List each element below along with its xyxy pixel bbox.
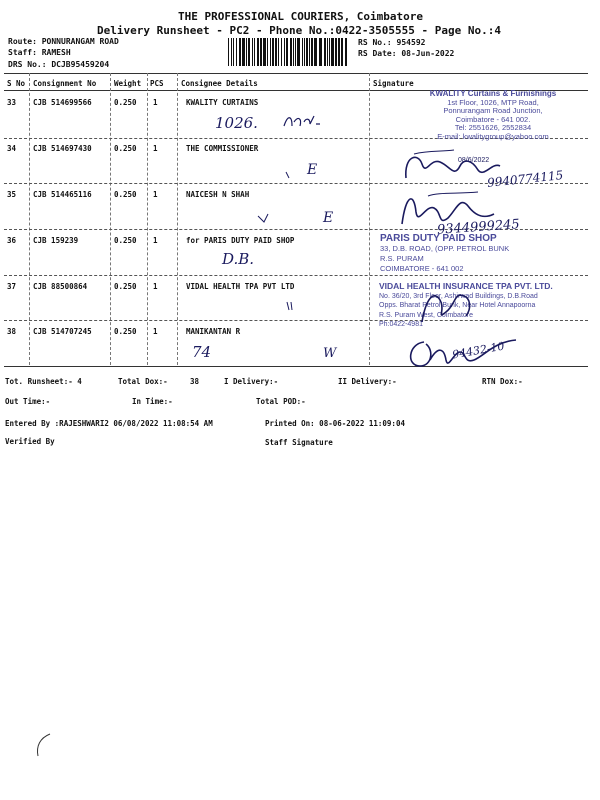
barcode-bar [272, 38, 274, 66]
barcode-bar [293, 38, 294, 66]
row-weight: 0.250 [114, 98, 137, 107]
handwritten-tick [285, 300, 295, 312]
out-time: Out Time:- [5, 397, 51, 406]
row-consignment-no: CJB 159239 [33, 236, 79, 245]
barcode-bar [267, 38, 268, 66]
barcode-bar [278, 38, 279, 66]
barcode-bar [309, 38, 310, 66]
total-pod: Total POD:- [256, 397, 306, 406]
svg-text:08/6/2022: 08/6/2022 [458, 157, 490, 164]
drs-value: DCJB95459204 [51, 60, 110, 69]
row-consignment-no: CJB 514697430 [33, 144, 92, 153]
barcode-bar [257, 38, 259, 66]
handwritten-tick [256, 212, 272, 224]
staff-signature: Staff Signature [265, 438, 333, 447]
runsheet-title: Delivery Runsheet - PC2 - Phone No.:0422-3505555 - Page No.:4 [97, 24, 501, 37]
barcode-bar [335, 38, 337, 66]
route-value: PONNURANGAM ROAD [41, 37, 119, 46]
handwritten-tick [284, 170, 294, 180]
barcode-bar [260, 38, 262, 66]
total-dox-label: Total Dox:- [118, 377, 168, 386]
barcode [228, 38, 350, 66]
row-pcs: 1 [153, 327, 158, 336]
barcode-bar [286, 38, 288, 66]
barcode-bar [324, 38, 326, 66]
col-header-sno: S No [7, 79, 26, 88]
rs-no-value: 954592 [396, 38, 426, 47]
handwritten-note: 74 [192, 343, 212, 361]
rs-date-value: 08-Jun-2022 [401, 49, 455, 58]
in-time: In Time:- [132, 397, 173, 406]
barcode-bar [239, 38, 241, 66]
rs-date-label: RS Date: [358, 49, 397, 58]
staff-row [8, 48, 71, 57]
route-label: Route: [8, 37, 37, 46]
row-weight: 0.250 [114, 236, 137, 245]
handwritten-phone: 9344999245 [436, 217, 521, 238]
barcode-bar [302, 38, 303, 66]
row-sno: 33 [7, 98, 17, 107]
row-sno: 37 [7, 282, 17, 291]
company-title: THE PROFESSIONAL COURIERS, Coimbatore [178, 10, 424, 23]
barcode-bar [252, 38, 253, 66]
barcode-bar [304, 38, 305, 66]
kwality-stamp: KWALITY Curtains & Furnishings 1st Floor, 1026, MTP Road, Ponnurangam Road Junction, Coimbatore - 641 002. Tel: 2551626, 2552834 E-mail: kwalitygroup@yahoo.com [429, 89, 557, 141]
vidal-stamp: VIDAL HEALTH INSURANCE TPA PVT. LTD. No. 36/20, 3rd Floor, Ashirwad Buildings, D.B.Road Opps. Bharat Petrol Bunk, Near Hotel Annapoorna R.S. Puram West, Coimbatore Ph:0422-4981 [379, 281, 553, 329]
drs-label: DRS No.: [8, 60, 47, 69]
barcode-bar [248, 38, 250, 66]
staff-value: RAMESH [41, 48, 71, 57]
barcode-bar [311, 38, 313, 66]
row-consignment-no: CJB 514699566 [33, 98, 92, 107]
rs-no-label: RS No.: [358, 38, 392, 47]
row-sno: 34 [7, 144, 17, 153]
row-consignee: for PARIS DUTY PAID SHOP [186, 236, 295, 245]
col-header-consignee: Consignee Details [181, 79, 258, 88]
ii-delivery: II Delivery:- [338, 377, 397, 386]
barcode-bar [281, 38, 282, 66]
handwritten-note: D.B. [222, 250, 255, 268]
handwritten-mark: E [307, 162, 318, 178]
row-pcs: 1 [153, 236, 158, 245]
handwritten-phone: 94432-10 [451, 339, 506, 362]
row-consignment-no: CJB 514707245 [33, 327, 92, 336]
barcode-bar [275, 38, 277, 66]
row-pcs: 1 [153, 144, 158, 153]
row-consignee: VIDAL HEALTH TPA PVT LTD [186, 282, 295, 291]
total-dox-value: 38 [190, 377, 200, 386]
col-header-pcs: PCS [150, 79, 164, 88]
barcode-bar [228, 38, 229, 66]
pen-mark [30, 730, 60, 760]
barcode-bar [327, 38, 328, 66]
barcode-bar [242, 38, 245, 66]
barcode-bar [231, 38, 232, 66]
row-weight: 0.250 [114, 190, 137, 199]
barcode-bar [270, 38, 271, 66]
barcode-bar [290, 38, 292, 66]
barcode-bar [345, 38, 347, 66]
barcode-bar [236, 38, 237, 66]
barcode-bar [314, 38, 317, 66]
barcode-bar [306, 38, 308, 66]
barcode-bar [341, 38, 343, 66]
staff-label: Staff: [8, 48, 37, 57]
row-consignee: KWALITY CURTAINS [186, 98, 259, 107]
handwritten-note: 1026. [215, 114, 258, 132]
verified-by: Verified By [5, 437, 55, 446]
barcode-bar [263, 38, 266, 66]
row-sno: 38 [7, 327, 17, 336]
row-consignee: MANIKANTAN R [186, 327, 241, 336]
i-delivery: I Delivery:- [224, 377, 279, 386]
barcode-bar [338, 38, 340, 66]
row-pcs: 1 [153, 190, 158, 199]
row-consignment-no: CJB 514465116 [33, 190, 92, 199]
row-pcs: 1 [153, 282, 158, 291]
barcode-bar [331, 38, 334, 66]
row-sno: 36 [7, 236, 17, 245]
handwritten-scribble [282, 112, 332, 132]
rtn-dox: RTN Dox:- [482, 377, 523, 386]
route-row [8, 37, 119, 46]
paris-stamp: PARIS DUTY PAID SHOP 33, D.B. ROAD, (OPP. PETROL BUNK R.S. PURAM COIMBATORE - 641 002 [380, 233, 510, 273]
tot-runsheet: Tot. Runsheet:- 4 [5, 377, 82, 386]
table-top-border [4, 73, 588, 74]
row-weight: 0.250 [114, 282, 137, 291]
signature [416, 286, 476, 326]
handwritten-phone: 9940774115 [486, 168, 564, 190]
barcode-bar [295, 38, 296, 66]
rs-date-row [358, 49, 454, 58]
row-weight: 0.250 [114, 327, 137, 336]
handwritten-mark: E [323, 210, 334, 226]
col-header-signature: Signature [373, 79, 414, 88]
row-weight: 0.250 [114, 144, 137, 153]
printed-on: Printed On: 08-06-2022 11:09:04 [265, 419, 405, 428]
barcode-bar [329, 38, 330, 66]
barcode-bar [233, 38, 234, 66]
barcode-bar [319, 38, 322, 66]
col-header-weight: Weight [114, 79, 142, 88]
barcode-bar [246, 38, 247, 66]
barcode-bar [284, 38, 285, 66]
row-sno: 35 [7, 190, 17, 199]
rs-no-row [358, 38, 425, 47]
drs-row [8, 60, 109, 69]
row-pcs: 1 [153, 98, 158, 107]
row-consignment-no: CJB 88500864 [33, 282, 88, 291]
row-consignee: NAICESH N SHAH [186, 190, 250, 199]
barcode-bar [297, 38, 300, 66]
barcode-bar [254, 38, 255, 66]
handwritten-mark: W [323, 346, 337, 361]
entered-by: Entered By :RAJESHWARI2 06/08/2022 11:08:54 AM [5, 419, 213, 428]
row-consignee: THE COMMISSIONER [186, 144, 259, 153]
col-header-consignment: Consignment No [33, 79, 97, 88]
